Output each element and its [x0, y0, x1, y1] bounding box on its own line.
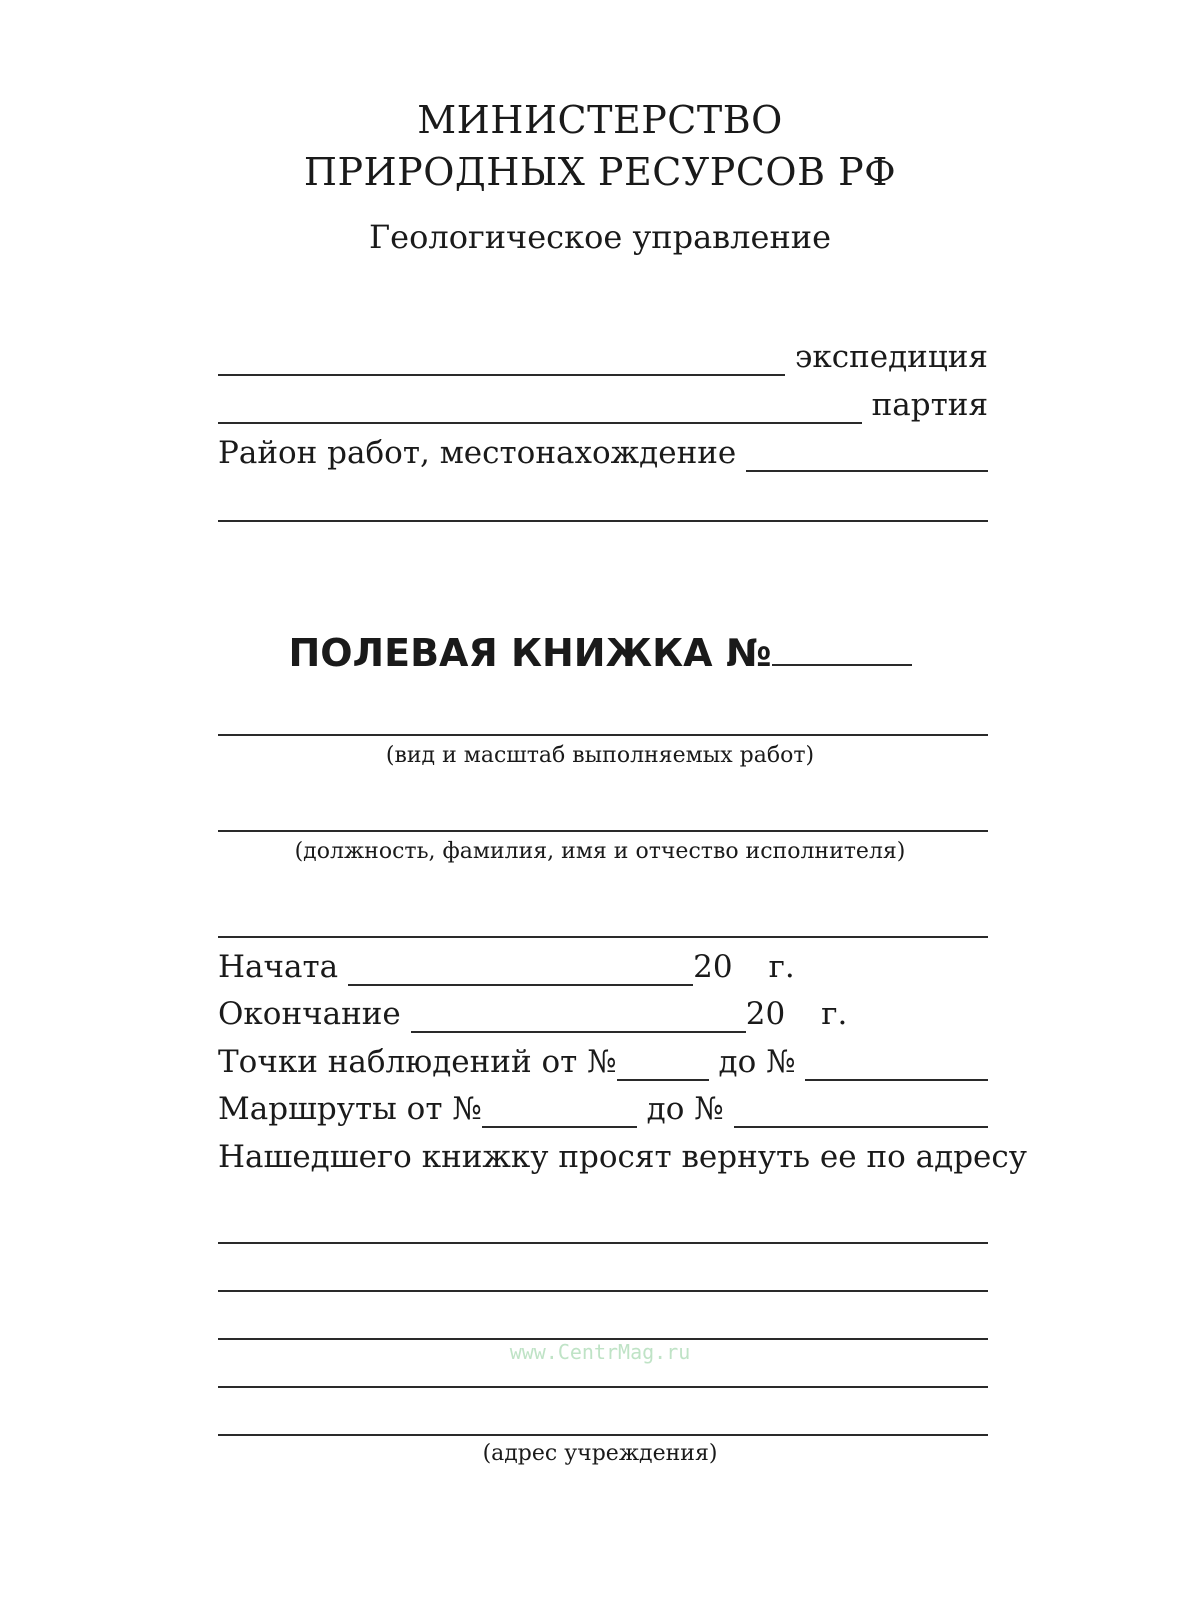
area-blank-line2: [218, 520, 988, 522]
address-line-1: [218, 1242, 988, 1244]
work-type-caption: (вид и масштаб выполняемых работ): [385, 743, 815, 768]
ended-label: Окончание: [218, 996, 401, 1032]
started-date-blank: [348, 958, 693, 986]
routes-from-blank: [482, 1100, 637, 1128]
return-note-row: [218, 1138, 1027, 1176]
area-row: [218, 434, 988, 472]
routes-from-label: Маршруты от №: [218, 1091, 482, 1127]
ended-year-suffix: г.: [821, 996, 848, 1032]
area-label: Район работ, местонахождение: [218, 435, 737, 471]
ministry-title-line2: ПРИРОДНЫХ РЕСУРСОВ РФ: [303, 150, 897, 194]
started-year-prefix: 20: [693, 949, 733, 985]
department-title: Геологическое управление: [368, 218, 832, 256]
address-line-4: [218, 1386, 988, 1388]
points-from-blank: [617, 1053, 709, 1081]
address-line-5: [218, 1434, 988, 1436]
watermark-text: www.CentrMag.ru: [509, 1340, 691, 1364]
executor-caption: (должность, фамилия, имя и отчество исполнителя): [294, 839, 906, 864]
started-year-suffix: г.: [768, 949, 795, 985]
routes-to-label: до №: [646, 1091, 724, 1127]
party-row: [218, 386, 988, 424]
routes-to-blank: [734, 1100, 988, 1128]
field-book-title-text: ПОЛЕВАЯ КНИЖКА №: [288, 631, 772, 675]
started-row: [218, 948, 988, 986]
book-number-blank: [772, 630, 912, 666]
ended-row: [218, 995, 988, 1033]
points-to-label: до №: [718, 1044, 796, 1080]
address-line-2: [218, 1290, 988, 1292]
points-from-label: Точки наблюдений от №: [218, 1044, 617, 1080]
started-label: Начата: [218, 949, 339, 985]
return-note: Нашедшего книжку просят вернуть ее по адресу: [218, 1139, 1027, 1175]
area-blank: [746, 444, 988, 472]
ministry-title-line1: МИНИСТЕРСТВО: [417, 98, 783, 142]
expedition-row: [218, 338, 988, 376]
work-type-blank: [218, 734, 988, 736]
extra-blank-line: [218, 936, 988, 938]
routes-row: [218, 1090, 988, 1128]
ended-date-blank: [411, 1005, 746, 1033]
party-label: партия: [871, 387, 988, 423]
executor-blank: [218, 830, 988, 832]
address-caption: (адрес учреждения): [482, 1441, 718, 1466]
field-book-title: [0, 630, 1200, 676]
expedition-label: экспедиция: [794, 339, 988, 375]
ended-year-prefix: 20: [745, 996, 786, 1032]
points-to-blank: [805, 1053, 988, 1081]
expedition-blank: [218, 348, 785, 376]
party-blank: [218, 396, 862, 424]
observation-points-row: [218, 1043, 988, 1081]
